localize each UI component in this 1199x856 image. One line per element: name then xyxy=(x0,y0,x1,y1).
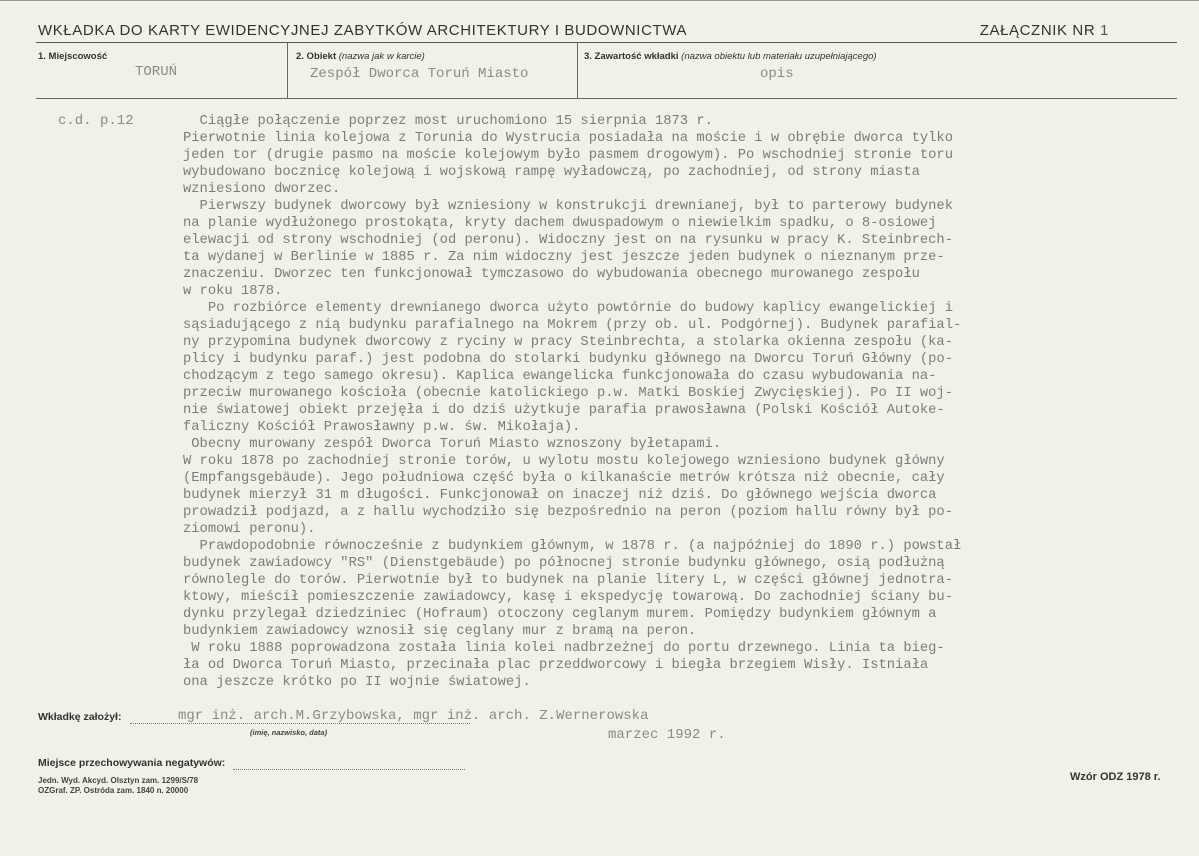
object-label xyxy=(296,51,425,62)
object-label-main: 2. Obiekt xyxy=(296,51,337,62)
negatives-location-label: Miejsce przechowywania negatywów: xyxy=(38,757,226,769)
content-label-main: 3. Zawartość wkładki xyxy=(584,51,679,62)
content-label xyxy=(584,51,877,62)
author-value: mgr inż. arch.M.Grzybowska, mgr inż. arch. Z.Wernerowska xyxy=(178,708,649,724)
form-model: Wzór ODZ 1978 r. xyxy=(1070,771,1161,783)
content-value: opis xyxy=(760,66,794,82)
form-title: WKŁADKA DO KARTY EWIDENCYJNEJ ZABYTKÓW ARCHITEKTURY I BUDOWNICTWA xyxy=(38,22,688,39)
field-divider xyxy=(287,43,288,98)
author-label: Wkładkę założył: xyxy=(38,711,122,723)
continuation-note: c.d. p.12 xyxy=(58,113,134,129)
annex-label: ZAŁĄCZNIK NR xyxy=(979,22,1096,39)
object-label-sub: (nazwa jak w karcie) xyxy=(338,51,425,62)
description-text: Ciągłe połączenie poprzez most uruchomiono 15 sierpnia 1873 r. Pierwotnie linia kolejowa z Torunia do Wystrucia posiadała na moście i w obrębie dworca tylko jeden tor (drugie pasmo na moście kolejowym było pasmem drogowym). Po wschodniej stronie toru wybudowano bocznicę kolejową i wojskową rampę wyładowczą, po zachodniej, od strony miasta wzniesiono dworzec. Pierwszy budynek dworcowy był wzniesiony w konstrukcji drewnianej, był to parterowy budynek na planie wydłużonego prostokąta, kryty dachem dwuspadowym o niewielkim spadku, o 8-osiowej elewacji od strony wschodniej (od peronu). Widoczny jest on na rysunku w pracy K. Steinbrech- ta wydanej w Berlinie w 1885 r. Za nim widoczny jest jeszcze jeden budynek o nieznanym prze- znaczeniu. Dworzec ten funkcjonował tymczasowo do wybudowania obecnego murowanego zespołu w roku 1878. Po rozbiórce elementy drewnianego dworca użyto powtórnie do budowy kaplicy ewangelickiej i sąsiadującego z nią budynku parafialnego na Mokrem (przy ob. ul. Podgórnej). Budynek parafial- ny przypomina budynek dworcowy z ryciny w pracy Steinbrechta, a stolarka okienna zespołu (ka- plicy i budynku paraf.) jest podobna do stolarki budynku głównego na Dworcu Toruń Główny (po- chodzącym z tego samego okresu). Kaplica ewangelicka funkcjonowała do czasu wybudowania na- przeciw murowanego kościoła (obecnie katolickiego p.w. Matki Boskiej Zwycięskiej). Po II woj- nie światowej obiekt przejęła i do dziś użytkuje parafia prawosławna (Polski Kościół Autoke- faliczny Kościół Prawosławny p.w. św. Mikołaja). Obecny murowany zespół Dworca Toruń Miasto wznoszony byłetapami. W roku 1878 po zachodniej stronie torów, u wylotu mostu kolejowego wzniesiono budynek główny (Empfangsgebäude). Jego południowa część była o kilkanaście metrów krótsza niż obecnie, cały budynek mierzył 31 m długości. Funkcjonował on inaczej niż dziś. Do głównego wejścia dworca prowadził podjazd, a z hallu wychodziło się bezpośrednio na peron (poziom hallu równy był po- ziomowi peronu). Prawdopodobnie równocześnie z budynkiem głównym, w 1878 r. (a najpóźniej do 1890 r.) powstał budynek zawiadowcy "RS" (Dienstgebäude) po północnej stronie budynku głównego, osią podłużną równolegle do torów. Pierwotnie był to budynek na planie litery L, w części głównej jednotra- ktowy, mieścił pomieszczenie zawiadowcy, kasę i ekspedycję towarową. Do zachodniej ściany bu- dynku przylegał dziedziniec (Hofraum) otoczony ceglanym murem. Pomiędzy budynkiem głównym a budynkiem zawiadowcy wznosił się ceglany mur z bramą na peron. W roku 1888 poprowadzona została linia kolei nadbrzeżnej do portu drzewnego. Linia ta bieg- ła od Dworca Toruń Miasto, przecinała plac przeddworcowy i biegła brzegiem Wisły. Istniała ona jeszcze krótko po II wojnie światowej. xyxy=(183,114,962,690)
field-divider xyxy=(577,43,578,98)
fields-rule xyxy=(36,98,1177,99)
content-label-sub: (nazwa obiektu lub materiału uzupełniającego) xyxy=(681,51,877,62)
author-hint: (imię, nazwisko, data) xyxy=(250,728,328,737)
negatives-dotted-line xyxy=(233,769,465,770)
print-info-line-1: Jedn. Wyd. Akcyd. Olsztyn zam. 1299/S/78 xyxy=(38,776,199,785)
header-rule xyxy=(36,42,1177,43)
author-date: marzec 1992 r. xyxy=(608,727,726,743)
locality-value: TORUŃ xyxy=(135,64,178,80)
object-value: Zespół Dworca Toruń Miasto xyxy=(310,66,529,82)
annex-number: 1 xyxy=(1100,22,1109,39)
print-info-line-2: OZGraf. ZP. Ostróda zam. 1840 n. 20000 xyxy=(38,786,189,795)
locality-label: 1. Miejscowość xyxy=(38,51,108,62)
annex-number-label xyxy=(980,22,1109,39)
